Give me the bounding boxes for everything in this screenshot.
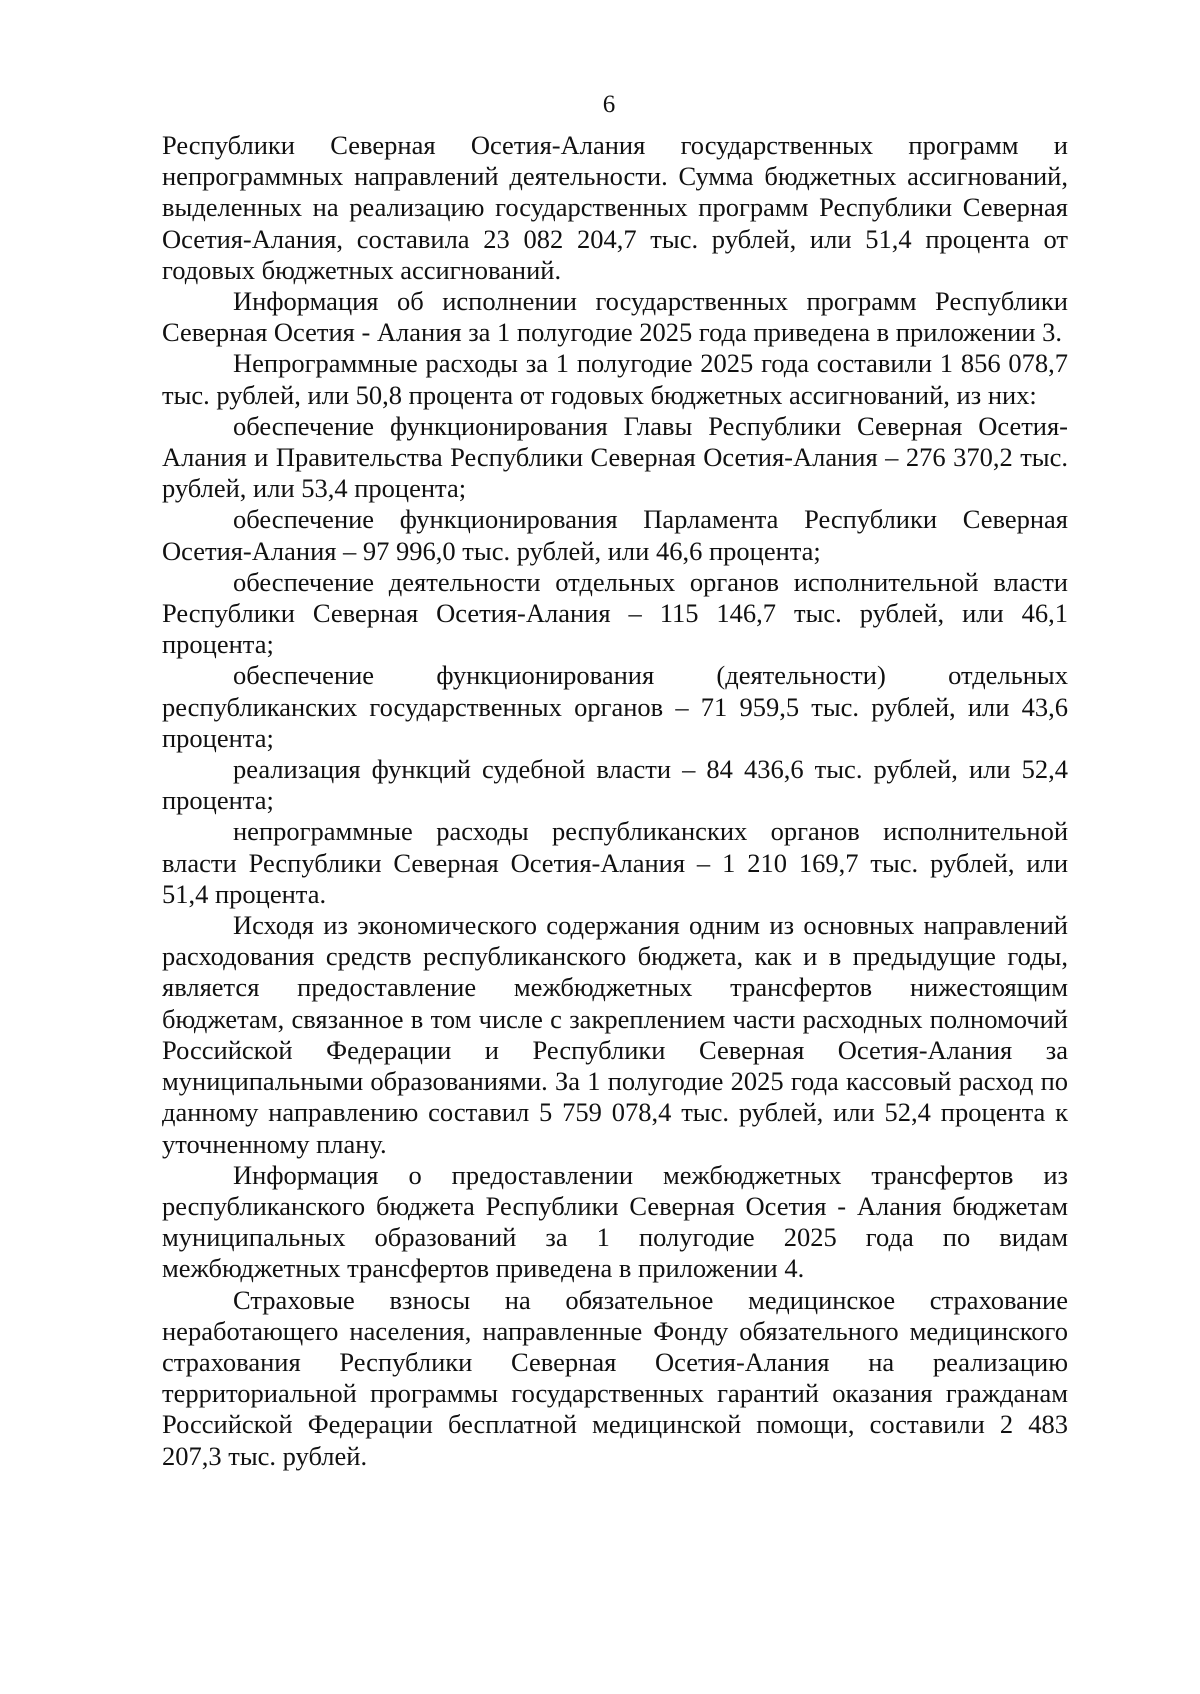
list-item: непрограммные расходы республиканских органов исполнительной власти Республики Северная Осетия-Алания – 1 210 169,7 тыс. рублей, или 51,4 процента.: [162, 816, 1068, 909]
list-item: реализация функций судебной власти – 84 436,6 тыс. рублей, или 52,4 процента;: [162, 754, 1068, 816]
list-item: обеспечение деятельности отдельных органов исполнительной власти Республики Северная Осетия-Алания – 115 146,7 тыс. рублей, или 46,1 процента;: [162, 566, 1068, 660]
page-number: 6: [602, 91, 616, 118]
paragraph: Республики Северная Осетия-Алания государственных программ и непрограммных направлений деятельности. Сумма бюджетных ассигнований, выделенных на реализацию государственных программ Республики Северная Осетия-Алания, составила 23 082 204,7 тыс. рублей, или 51,4 процента от годовых бюджетных ассигнований.: [162, 130, 1068, 285]
list-item: обеспечение функционирования (деятельности) отдельных республиканских государственных органов – 71 959,5 тыс. рублей, или 43,6 процента;: [162, 660, 1068, 753]
paragraph: Непрограммные расходы за 1 полугодие 2025 года составили 1 856 078,7 тыс. рублей, или 50,8 процента от годовых бюджетных ассигнований, из них:: [162, 348, 1068, 410]
paragraph: Страховые взносы на обязательное медицинское страхование неработающего населения, направленные Фонду обязательного медицинского страхования Республики Северная Осетия-Алания на реализацию территориальной программы государственных гарантий оказания гражданам Российской Федерации бесплатной медицинской помощи, составили 2 483 207,3 тыс. рублей.: [162, 1284, 1068, 1471]
paragraph: Информация об исполнении государственных программ Республики Северная Осетия - Алания за 1 полугодие 2025 года приведена в приложении 3.: [162, 286, 1068, 348]
paragraph: Исходя из экономического содержания одним из основных направлений расходования средств республиканского бюджета, как и в предыдущие годы, является предоставление межбюджетных трансфертов нижестоящим бюджетам, связанное в том числе с закреплением части расходных полномочий Российской Федерации и Республики Северная Осетия-Алания за муниципальными образованиями. За 1 полугодие 2025 года кассовый расход по данному направлению составил 5 759 078,4 тыс. рублей, или 52,4 процента к уточненному плану.: [162, 910, 1068, 1159]
list-item: обеспечение функционирования Главы Республики Северная Осетия-Алания и Правительства Республики Северная Осетия-Алания – 276 370,2 тыс. рублей, или 53,4 процента;: [162, 410, 1068, 504]
document-body: [162, 130, 1068, 1472]
list-item: обеспечение функционирования Парламента Республики Северная Осетия-Алания – 97 996,0 тыс. рублей, или 46,6 процента;: [162, 504, 1068, 566]
paragraph: Информация о предоставлении межбюджетных трансфертов из республиканского бюджета Республики Северная Осетия - Алания бюджетам муниципальных образований за 1 полугодие 2025 года по видам межбюджетных трансфертов приведена в приложении 4.: [162, 1159, 1068, 1284]
